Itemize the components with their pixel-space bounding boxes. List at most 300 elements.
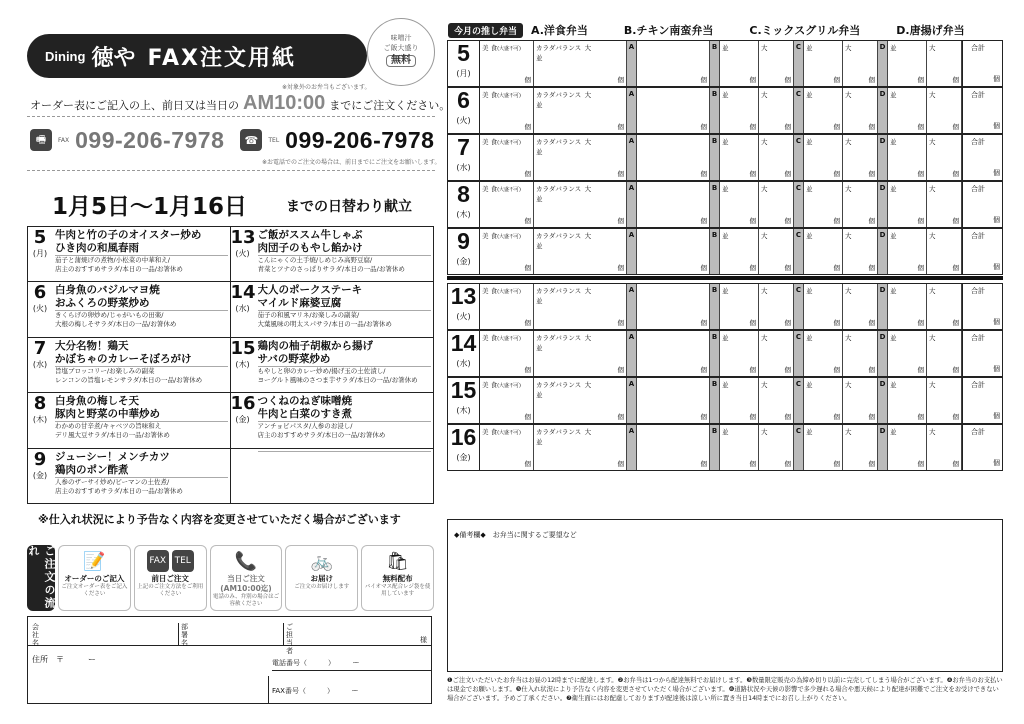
nami-qty[interactable] — [888, 88, 927, 133]
badge-free-text: 無料 — [386, 55, 416, 67]
bento-a: A.洋食弁当 — [531, 24, 588, 37]
balance-qty[interactable] — [534, 331, 627, 376]
period-dates: 1月5日〜1月16日 — [52, 194, 248, 220]
dai-qty[interactable] — [759, 135, 794, 180]
bento-a-qty[interactable] — [637, 229, 710, 274]
menu-column-left — [28, 227, 231, 503]
nami-qty[interactable] — [804, 331, 843, 376]
balance-label: カラダバランス — [536, 232, 582, 240]
dai-qty[interactable] — [843, 425, 878, 470]
flow-step-desc: ご注文のお届けします — [294, 584, 350, 590]
total-qty[interactable] — [962, 135, 1002, 180]
unit-label: 個 — [952, 264, 959, 272]
unit-label: 個 — [868, 264, 875, 272]
dept-field[interactable] — [193, 619, 281, 643]
nami-qty[interactable] — [888, 284, 927, 329]
menu-weekday: (木) — [32, 415, 48, 425]
bishoku-qty[interactable] — [480, 88, 534, 133]
nami-qty[interactable] — [888, 378, 927, 423]
dai-label: 大 — [584, 91, 592, 99]
main-dish: 鶏肉のポン酢煮 — [55, 463, 129, 476]
nami-qty[interactable] — [804, 41, 843, 86]
dai-qty[interactable] — [843, 378, 878, 423]
unit-label: 個 — [952, 217, 959, 225]
total-qty[interactable] — [962, 88, 1002, 133]
main-dish: 白身魚の梅しそ天 — [55, 395, 139, 408]
balance-qty[interactable] — [534, 135, 627, 180]
dai-qty[interactable] — [927, 229, 962, 274]
unit-label: 個 — [617, 366, 624, 374]
dai-qty[interactable] — [843, 135, 878, 180]
letter-b: B — [710, 229, 720, 274]
side-dishes: 店主のおすすめサラダ/本日の一品/お箸休め — [55, 486, 183, 495]
order-row — [447, 424, 1003, 471]
main-dish: 大人のポークステーキ — [257, 284, 363, 297]
nami-label: 並 — [890, 44, 897, 52]
deadline-pre: オーダー表にご記入の上、前日又は当日の — [30, 99, 239, 112]
dai-qty[interactable] — [759, 425, 794, 470]
dai-label: 大 — [584, 232, 592, 240]
unit-label: 個 — [993, 216, 1000, 224]
nami-qty[interactable] — [720, 378, 759, 423]
letter-a: A — [627, 425, 637, 470]
divider — [27, 116, 435, 117]
unit-label: 個 — [868, 460, 875, 468]
total-qty[interactable] — [962, 41, 1002, 86]
total-qty[interactable] — [962, 284, 1002, 329]
letter-c: C — [794, 135, 804, 180]
menu-day-number: 13 — [230, 227, 256, 248]
unit-label: 個 — [617, 460, 624, 468]
nami-label: 並 — [722, 381, 729, 389]
side-dishes: 店主のおすすめサラダ/本日の一品/お箸休め — [55, 265, 183, 273]
dai-qty[interactable] — [759, 229, 794, 274]
order-day-number: 6 — [457, 87, 470, 113]
flow-step-sameday — [210, 545, 283, 611]
person-field[interactable] — [298, 619, 418, 643]
flow-step-title: 当日ご注文(AM10:00迄) — [220, 574, 272, 593]
nami-label: 並 — [536, 242, 543, 250]
bento-a-qty[interactable] — [637, 378, 710, 423]
nami-label: 並 — [806, 232, 813, 240]
balance-label: カラダバランス — [536, 334, 582, 342]
unit-label: 個 — [700, 366, 707, 374]
total-label: 合計 — [971, 91, 985, 99]
letter-c: C — [794, 88, 804, 133]
nami-qty[interactable] — [804, 88, 843, 133]
letter-c: C — [794, 378, 804, 423]
nami-qty[interactable] — [720, 88, 759, 133]
order-day-number: 15 — [450, 377, 477, 403]
dai-qty[interactable] — [927, 182, 962, 227]
unit-label: 個 — [993, 122, 1000, 130]
dai-label: 大 — [845, 287, 852, 295]
flow-step-desc: ご注文オーダー表をご記入ください — [61, 584, 128, 597]
balance-label: カラダバランス — [536, 185, 582, 193]
total-label: 合計 — [971, 334, 985, 342]
nami-label: 並 — [890, 91, 897, 99]
unit-label: 個 — [917, 170, 924, 178]
nami-qty[interactable] — [888, 331, 927, 376]
order-row — [447, 283, 1003, 330]
unit-label: 個 — [749, 123, 756, 131]
unit-label: 個 — [917, 366, 924, 374]
total-qty[interactable] — [962, 425, 1002, 470]
nami-label: 並 — [536, 344, 543, 352]
order-day-number: 7 — [457, 134, 470, 160]
bishoku-qty[interactable] — [480, 182, 534, 227]
main-dish: つくねのねぎ味噌焼 — [257, 395, 352, 408]
order-date — [448, 182, 480, 227]
nami-qty[interactable] — [804, 135, 843, 180]
unit-label: 個 — [784, 123, 791, 131]
total-qty[interactable] — [962, 182, 1002, 227]
bishoku-label: 美 食(大盛不可) — [482, 334, 521, 342]
nami-label: 並 — [890, 138, 897, 146]
nami-qty[interactable] — [720, 182, 759, 227]
dai-label: 大 — [761, 232, 768, 240]
unit-label: 個 — [784, 319, 791, 327]
menu-day-cell — [231, 393, 434, 448]
nami-label: 並 — [722, 138, 729, 146]
menu-items — [255, 282, 434, 336]
main-dish: 肉団子のもやし餡かけ — [257, 242, 363, 254]
nami-qty[interactable] — [804, 284, 843, 329]
letter-a: A — [627, 229, 637, 274]
dai-label: 大 — [761, 91, 768, 99]
balance-qty[interactable] — [534, 378, 627, 423]
menu-day-label — [28, 227, 52, 281]
menu-day-cell — [231, 338, 434, 393]
letter-c: C — [794, 331, 804, 376]
dai-qty[interactable] — [843, 182, 878, 227]
dai-label: 大 — [761, 334, 768, 342]
badge-note: ※対象外のお弁当もございます。 — [282, 84, 371, 91]
unit-label: 個 — [952, 460, 959, 468]
order-row — [447, 377, 1003, 424]
unit-label: 個 — [993, 459, 1000, 467]
balance-qty[interactable] — [534, 88, 627, 133]
menu-day-label — [231, 282, 255, 336]
order-weekday: (金) — [456, 257, 471, 266]
menu-day-cell — [231, 227, 434, 282]
unit-label: 個 — [784, 217, 791, 225]
nami-qty[interactable] — [888, 135, 927, 180]
balance-label: カラダバランス — [536, 138, 582, 146]
dai-qty[interactable] — [927, 284, 962, 329]
letter-b: B — [710, 135, 720, 180]
letter-a: A — [627, 88, 637, 133]
flow-step-write — [58, 545, 131, 611]
main-dish: ジューシー！メンチカツ — [55, 450, 170, 463]
col-divider — [268, 676, 269, 704]
phone-underline — [272, 670, 432, 671]
dai-qty[interactable] — [927, 41, 962, 86]
order-day-number: 8 — [457, 181, 470, 207]
letter-d: D — [878, 425, 888, 470]
bicycle-icon: 🚲 — [310, 550, 333, 572]
tel-number[interactable]: 099-206-7978 — [285, 126, 435, 153]
shop-name: 徳や — [91, 45, 136, 71]
bishoku-qty[interactable] — [480, 284, 534, 329]
balance-qty[interactable] — [534, 229, 627, 274]
order-weekday: (火) — [456, 116, 471, 125]
unit-label: 個 — [617, 76, 624, 84]
order-day-number: 13 — [450, 283, 477, 309]
free-badge — [367, 18, 435, 86]
dai-qty[interactable] — [927, 135, 962, 180]
unit-label: 個 — [700, 319, 707, 327]
bishoku-qty[interactable] — [480, 229, 534, 274]
daily-menu-table — [27, 226, 434, 504]
bishoku-label: 美 食(大盛不可) — [482, 91, 521, 99]
total-qty[interactable] — [962, 229, 1002, 274]
side-dishes: 人参のザーサイ炒め/ピーマンの土佐煮/ — [55, 477, 228, 487]
unit-label: 個 — [993, 412, 1000, 420]
menu-day-label — [28, 282, 52, 336]
nami-label: 並 — [722, 334, 729, 342]
company-label: 会社名 — [32, 623, 39, 647]
customer-form — [27, 616, 432, 704]
unit-label: 個 — [784, 413, 791, 421]
bishoku-label: 美 食(大盛不可) — [482, 232, 521, 240]
remarks-label: ◆備考欄◆ お弁当に関するご要望など — [454, 531, 577, 539]
dai-label: 大 — [929, 232, 936, 240]
unit-label: 個 — [700, 123, 707, 131]
letter-b: B — [710, 88, 720, 133]
unit-label: 個 — [784, 170, 791, 178]
footnote: ❶ご注文いただいたお弁当はお昼の12時までに配達します。❷お弁当は1つから配達無料でお届けします。❸数量限定販売の為締め切り以前に完売してしまう場合がございます。❹お弁当のお支払いは現金でお願いします。❺仕入れ状況により予告なく内容を変更させていただく場合がございます。❻道路状況や天候の影響で多少遅れる場合や悪天候により配達が困難でご注文をお受けできない場合がございます。予めご了承ください。❼衛生面にはお配慮しておりますが配達後は涼しい所に置き当日14時までにお召し上がりください。 — [447, 677, 1003, 702]
unit-label: 個 — [524, 217, 531, 225]
week-divider — [447, 276, 1003, 280]
nami-label: 並 — [890, 381, 897, 389]
bishoku-qty[interactable] — [480, 331, 534, 376]
nami-qty[interactable] — [804, 425, 843, 470]
dai-label: 大 — [929, 287, 936, 295]
unit-label: 個 — [917, 264, 924, 272]
main-dish: 白身魚のバジルマヨ焼 — [55, 284, 160, 297]
side-dishes: こんにゃくの土手焼/しめじみ高野豆腐/ — [258, 255, 432, 265]
nami-qty[interactable] — [888, 425, 927, 470]
bishoku-label: 美 食(大盛不可) — [482, 287, 521, 295]
bishoku-qty[interactable] — [480, 135, 534, 180]
balance-label: カラダバランス — [536, 381, 582, 389]
flow-step-title: 無料配布 — [382, 574, 413, 583]
deadline-time: AM10:00 — [243, 92, 326, 114]
main-dish: ひき肉の和風春雨 — [55, 242, 139, 254]
flow-step-prior — [134, 545, 207, 611]
nami-label: 並 — [536, 54, 543, 62]
letter-a: A — [627, 378, 637, 423]
nami-qty[interactable] — [804, 182, 843, 227]
unit-label: 個 — [833, 76, 840, 84]
letter-a: A — [627, 135, 637, 180]
dai-qty[interactable] — [759, 284, 794, 329]
dai-qty[interactable] — [843, 41, 878, 86]
unit-label: 個 — [524, 123, 531, 131]
letter-d: D — [878, 229, 888, 274]
remarks-box[interactable] — [447, 519, 1003, 672]
total-label: 合計 — [971, 185, 985, 193]
unit-label: 個 — [617, 217, 624, 225]
dai-qty[interactable] — [843, 331, 878, 376]
nami-qty[interactable] — [888, 182, 927, 227]
dai-label: 大 — [845, 334, 852, 342]
nami-qty[interactable] — [720, 41, 759, 86]
fax-number[interactable]: 099-206-7978 — [75, 126, 225, 153]
bento-a-qty[interactable] — [637, 135, 710, 180]
nami-label: 並 — [806, 91, 813, 99]
bishoku-qty[interactable] — [480, 41, 534, 86]
dai-label: 大 — [929, 334, 936, 342]
nami-label: 並 — [722, 287, 729, 295]
letter-d: D — [878, 135, 888, 180]
dai-qty[interactable] — [927, 425, 962, 470]
dai-qty[interactable] — [759, 182, 794, 227]
document-pen-icon: 📝 — [83, 550, 106, 572]
dai-label: 大 — [929, 428, 936, 436]
menu-items — [255, 393, 434, 447]
order-row — [447, 87, 1003, 134]
balance-qty[interactable] — [534, 284, 627, 329]
person-label: ご担当者 — [283, 623, 293, 645]
dai-qty[interactable] — [759, 41, 794, 86]
dai-qty[interactable] — [759, 88, 794, 133]
dai-label: 大 — [929, 138, 936, 146]
nami-label: 並 — [536, 438, 543, 446]
total-label: 合計 — [971, 44, 985, 52]
balance-qty[interactable] — [534, 182, 627, 227]
nami-qty[interactable] — [720, 229, 759, 274]
nami-qty[interactable] — [720, 425, 759, 470]
nami-label: 並 — [890, 334, 897, 342]
dai-qty[interactable] — [843, 88, 878, 133]
letter-d: D — [878, 182, 888, 227]
bento-a-qty[interactable] — [637, 425, 710, 470]
bento-a-qty[interactable] — [637, 182, 710, 227]
menu-weekday: (木) — [235, 359, 250, 369]
nami-qty[interactable] — [804, 378, 843, 423]
dai-label: 大 — [845, 428, 852, 436]
unit-label: 個 — [868, 413, 875, 421]
dai-label: 大 — [761, 428, 768, 436]
fax-label-field: FAX番号（ ） ー — [272, 687, 359, 695]
fax-icon: 🖷 — [30, 129, 52, 151]
menu-weekday: (水) — [32, 359, 48, 369]
nami-qty[interactable] — [720, 135, 759, 180]
unit-label: 個 — [868, 123, 875, 131]
side-dishes: アンチョビパスタ/人参のお浸し/ — [258, 421, 432, 431]
unit-label: 個 — [700, 217, 707, 225]
dai-qty[interactable] — [759, 378, 794, 423]
letter-c: C — [794, 425, 804, 470]
flow-label: ご注文の流れ — [27, 545, 56, 610]
side-dishes: デリ風大豆サラダ/本日の一品/お箸休め — [55, 431, 170, 440]
recommended-header — [448, 22, 1003, 38]
order-weekday: (木) — [456, 406, 471, 415]
letter-c: C — [794, 41, 804, 86]
dai-qty[interactable] — [843, 229, 878, 274]
dai-qty[interactable] — [843, 284, 878, 329]
nami-label: 並 — [806, 185, 813, 193]
bento-b: B.チキン南蛮弁当 — [623, 24, 714, 37]
unit-label: 個 — [524, 413, 531, 421]
bento-a-qty[interactable] — [637, 331, 710, 376]
unit-label: 個 — [749, 413, 756, 421]
unit-label: 個 — [700, 264, 707, 272]
menu-day-number: 7 — [33, 337, 47, 359]
bento-a-qty[interactable] — [637, 41, 710, 86]
unit-label: 個 — [952, 123, 959, 131]
side-dishes: 大根の梅しそサラダ/本日の一品/お箸休め — [55, 320, 177, 329]
order-date — [448, 284, 480, 329]
unit-label: 個 — [993, 75, 1000, 83]
unit-label: 個 — [749, 264, 756, 272]
nami-qty[interactable] — [804, 229, 843, 274]
order-weekday: (火) — [456, 312, 471, 321]
bishoku-qty[interactable] — [480, 378, 534, 423]
dai-qty[interactable] — [927, 88, 962, 133]
total-label: 合計 — [971, 138, 985, 146]
bishoku-qty[interactable] — [480, 425, 534, 470]
letter-a: A — [627, 331, 637, 376]
menu-items — [52, 338, 230, 392]
letter-b: B — [710, 182, 720, 227]
bento-a-qty[interactable] — [637, 88, 710, 133]
dai-qty[interactable] — [927, 378, 962, 423]
side-dishes: ヨーグルト風味のさつま芋サラダ/本日の一品/お箸休め — [257, 375, 418, 384]
nami-label: 並 — [890, 428, 897, 436]
balance-qty[interactable] — [534, 425, 627, 470]
unit-label: 個 — [784, 366, 791, 374]
unit-label: 個 — [833, 319, 840, 327]
bento-a-qty[interactable] — [637, 284, 710, 329]
shopping-bag-icon: 🛍 — [386, 550, 410, 572]
total-qty[interactable] — [962, 378, 1002, 423]
dai-label: 大 — [761, 44, 768, 52]
unit-label: 個 — [749, 460, 756, 468]
menu-day-cell — [28, 227, 230, 282]
nami-qty[interactable] — [888, 41, 927, 86]
dept-label: 部署名 — [178, 623, 188, 645]
nami-qty[interactable] — [720, 284, 759, 329]
total-qty[interactable] — [962, 331, 1002, 376]
bishoku-label: 美 食(大盛不可) — [482, 381, 521, 389]
dai-qty[interactable] — [927, 331, 962, 376]
nami-label: 並 — [536, 391, 543, 399]
unit-label: 個 — [833, 413, 840, 421]
nami-qty[interactable] — [888, 229, 927, 274]
menu-day-number: 14 — [230, 282, 256, 304]
unit-label: 個 — [868, 170, 875, 178]
menu-column-right — [231, 227, 434, 503]
menu-day-number: 9 — [33, 448, 47, 470]
letter-a: A — [627, 182, 637, 227]
dai-label: 大 — [761, 185, 768, 193]
dining-label: Dining — [45, 48, 86, 64]
unit-label: 個 — [993, 169, 1000, 177]
nami-qty[interactable] — [720, 331, 759, 376]
company-field[interactable] — [48, 619, 176, 643]
menu-day-cell — [28, 449, 230, 503]
nami-label: 並 — [890, 185, 897, 193]
balance-qty[interactable] — [534, 41, 627, 86]
unit-label: 個 — [784, 460, 791, 468]
unit-label: 個 — [784, 264, 791, 272]
dai-label: 大 — [584, 44, 592, 52]
side-dishes: 青菜とツナのさっぱりサラダ/本日の一品/お箸休め — [257, 265, 405, 273]
dai-qty[interactable] — [759, 331, 794, 376]
